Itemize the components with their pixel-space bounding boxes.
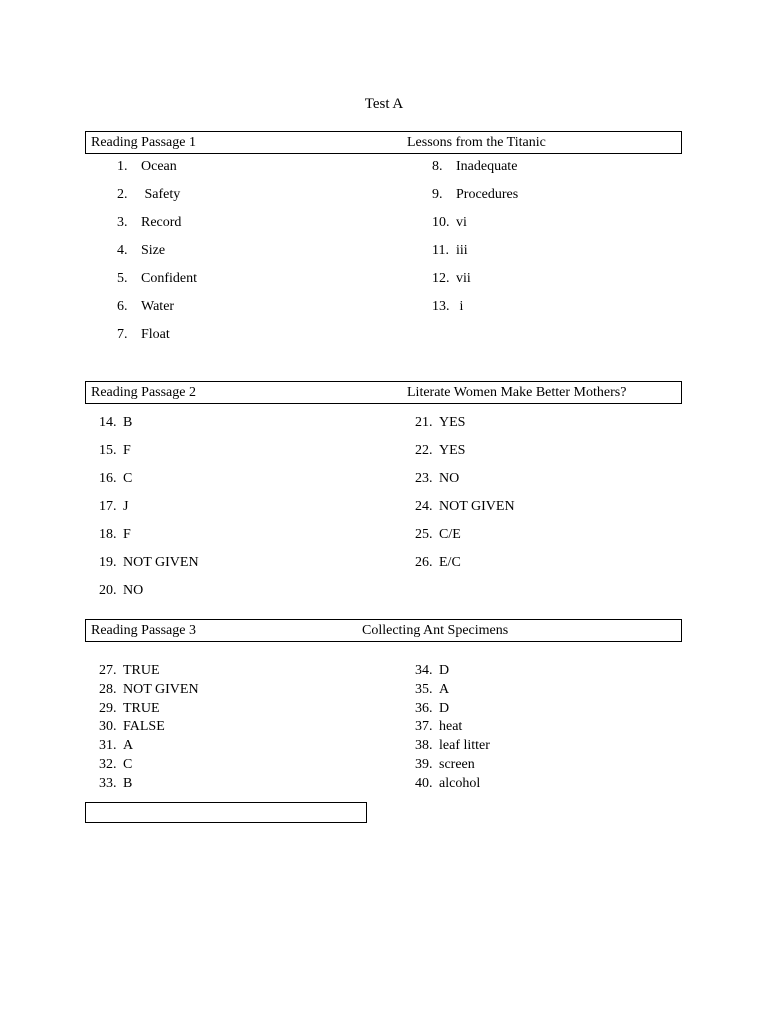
section-header-passage-1	[85, 131, 682, 154]
answer-item: 6. Water	[117, 299, 175, 314]
answer-item: 13. i	[432, 299, 464, 314]
answer-item: 9. Procedures	[432, 187, 519, 202]
section-header-passage-2	[85, 381, 682, 404]
answer-item: 38. leaf litter	[415, 738, 490, 754]
answer-item: 8. Inadequate	[432, 159, 518, 174]
answer-item: 31. A	[99, 738, 134, 754]
passage-label: Reading Passage 2	[91, 385, 196, 400]
passage-heading: Literate Women Make Better Mothers?	[407, 385, 627, 400]
passage-heading: Lessons from the Titanic	[407, 135, 546, 150]
answer-item: 19. NOT GIVEN	[99, 555, 199, 570]
empty-score-box	[85, 802, 367, 823]
answer-item: 39. screen	[415, 756, 475, 772]
answers-left-passage-1	[117, 159, 197, 355]
answer-item: 18. F	[99, 527, 131, 542]
answer-item: 15. F	[99, 443, 131, 458]
passage-label: Reading Passage 1	[91, 135, 196, 150]
passage-label: Reading Passage 3	[91, 623, 196, 638]
answer-item: 11. iii	[432, 243, 468, 258]
answer-item: 4. Size	[117, 243, 166, 258]
answers-right-passage-3	[415, 663, 490, 795]
answer-item: 17. J	[99, 499, 129, 514]
passage-heading: Collecting Ant Specimens	[362, 623, 509, 638]
answer-item: 32. C	[99, 756, 133, 772]
answer-item: 27. TRUE	[99, 663, 160, 678]
answer-item: 3. Record	[117, 215, 182, 230]
answer-item: 5. Confident	[117, 271, 197, 286]
answer-item: 16. C	[99, 471, 133, 486]
answer-item: 40. alcohol	[415, 775, 481, 791]
answers-right-passage-1	[432, 159, 518, 327]
answer-item: 26. E/C	[415, 555, 461, 570]
answers-right-passage-2	[415, 415, 515, 583]
answers-left-passage-3	[99, 663, 199, 795]
answer-item: 35. A	[415, 681, 450, 697]
answer-item: 12. vii	[432, 271, 471, 286]
answer-item: 21. YES	[415, 415, 466, 430]
answer-item: 14. B	[99, 415, 133, 430]
answer-item: 34. D	[415, 663, 450, 678]
answer-item: 24. NOT GIVEN	[415, 499, 515, 514]
answer-item: 28. NOT GIVEN	[99, 681, 199, 697]
answer-item: 37. heat	[415, 719, 463, 735]
answer-item: 20. NO	[99, 583, 144, 598]
page-title: Test A	[364, 96, 404, 112]
answer-item: 36. D	[415, 700, 450, 716]
answer-item: 33. B	[99, 775, 133, 791]
answer-item: 2. Safety	[117, 187, 181, 202]
answer-item: 23. NO	[415, 471, 460, 486]
answer-item: 29. TRUE	[99, 700, 160, 716]
section-header-passage-3	[85, 619, 682, 642]
answer-item: 10. vi	[432, 215, 467, 230]
answers-left-passage-2	[99, 415, 199, 611]
answer-item: 25. C/E	[415, 527, 461, 542]
answer-item: 30. FALSE	[99, 719, 165, 735]
answer-item: 22. YES	[415, 443, 466, 458]
answer-item: 7. Float	[117, 327, 170, 342]
answer-item: 1. Ocean	[117, 159, 177, 174]
